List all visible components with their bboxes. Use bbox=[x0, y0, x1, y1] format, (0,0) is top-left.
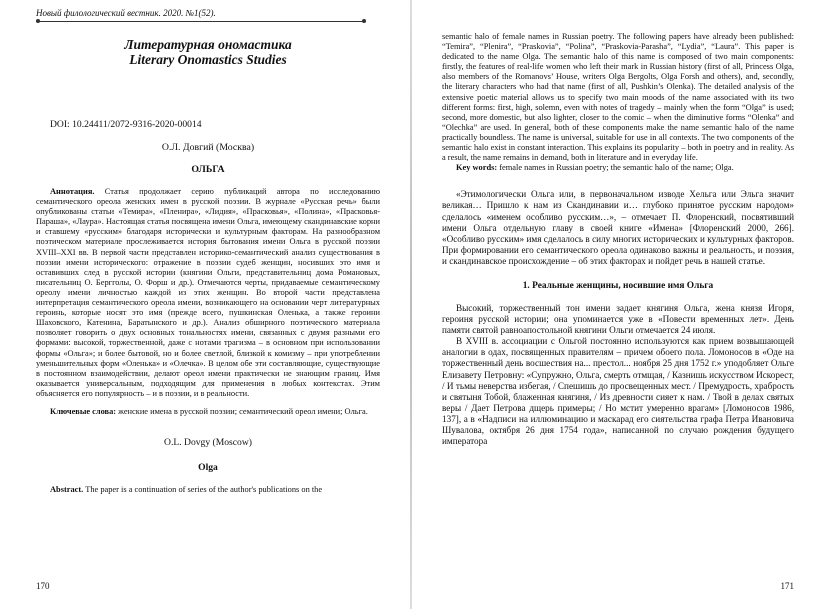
abstract-en-label: Abstract. bbox=[50, 485, 84, 495]
page-number-right: 171 bbox=[780, 581, 794, 591]
header-rule bbox=[36, 21, 366, 22]
keywords-en bbox=[442, 163, 794, 173]
abstract-en bbox=[36, 485, 380, 495]
intro-paragraph: «Этимологически Ольга или, в первоначальном изводе Хельга или Эльга значит великая… Пришло к нам из Скандинавии и… глубоко принятое русским народом» сделалось «именем особливо русским…», – отмечает П. Флоренский, посвятивший имени Ольга отдельную главу в своей книге «Имена» [Флоренский 2000, 266]. «Особливо русским» имя сделалось в силу многих исторических и культурных факторов. При формировании его семантического ореола одинаково важны и реальность, и поэзия, и скандинавское происхождение – об этих факторах и пойдет речь в нашей статье. bbox=[442, 189, 794, 266]
spacer bbox=[442, 173, 794, 189]
article-title-ru: ОЛЬГА bbox=[191, 164, 225, 175]
article-title-en: Olga bbox=[198, 462, 218, 474]
doi: DOI: 10.24411/2072-9316-2020-00014 bbox=[50, 119, 202, 130]
section-title-ru: Литературная ономастика bbox=[124, 37, 292, 52]
abstract-ru bbox=[36, 187, 380, 399]
keywords-label: Ключевые слова: bbox=[50, 407, 117, 417]
abstract-en-continued: semantic halo of female names in Russian poetry. The following papers have already been published: “Temira”, “Plenira”, “Praskovia”, “Polina”, “Praskovia-Parasha”, “Lydia”, “Laura”. This paper is dedicated to the name Olga. The semantic halo of this name is composed of two main components: firstly, the features of real-life women who left their mark in Russian history (first of all, Princess Olga, also members of the Romanovs’ House, writers Olga Bergolts, Olga Forsh and others), and, secondly, the literary characters who had that name (first of all, Pushkin’s Olenka). The detailed analysis of the extensive poetic material allows us to specify two main moods of the name associated with its two different forms: first, high, solemn, even with notes of tragedy – mainly when the form “Olga” is used; second, more domestic, but also lighter, closer to the comic – when the diminutive forms “Olenka” and “Olechka” are used. In general, both of these components make the name semantic halo of the name practically boundless. The name is universal, suitable for use in all contexts. The two components of the semantic halo exist in constant interaction. This explains its popularity – both in poetry and in reality. As a result, the name remains in demand, both in literature and in everyday life. bbox=[442, 32, 794, 163]
body-paragraph: В XVIII в. ассоциации с Ольгой постоянно используются как прием возвышающей аналогии в одах, посвященных правителям – причем обоего пола. Ломоносов в «Оде на торжественный день восшествия на... престол... ноября 25 дня 1752 г.» уподобляет Ольге Елизавету Петровну: «Супружно, Ольга, смерть отмщая, / Казнишь искусством Искорест, / И тьмы неверства избегая, / Спешишь до просвещенных мест. / Премудрость, храбрость и святыня Тобой, блаженная княгиня, / Из древности сияет к нам. / Твой в делах святых веры / Дает Петрова дщерь примеры; / Но мстит умеренно врагам» [Ломоносов 1986, 137], а в «Надписи на иллюминацию и маскарад его сиятельства графа Петра Ивановича Шувалова, октября 26 дня 1754 года», написанной по случаю рождения будущего императора bbox=[442, 336, 794, 447]
keywords-ru bbox=[36, 407, 380, 417]
author-en: O.L. Dovgy (Moscow) bbox=[164, 437, 252, 449]
abstract-label: Аннотация. bbox=[50, 187, 95, 196]
abstract-en-text: The paper is a continuation of series of the author's publications on the bbox=[83, 485, 323, 495]
running-head: Новый филологический вестник. 2020. №1(52). bbox=[36, 8, 216, 18]
author-ru: О.Л. Довгий (Москва) bbox=[161, 142, 255, 153]
keywords-en-label: Key words: bbox=[456, 163, 498, 173]
section-title bbox=[36, 37, 380, 67]
rule-dot-icon bbox=[36, 19, 40, 23]
keywords-en-text: female names in Russian poetry; the semantic halo of the name; Olga. bbox=[497, 163, 734, 173]
right-page bbox=[412, 0, 820, 609]
body-paragraph: Высокий, торжественный тон имени задает княгиня Ольга, жена князя Игоря, героиня русской истории; она упоминается уже в «Повести временных лет». День памяти святой равноапостольной княгини Ольги отмечается 24 июля. bbox=[442, 302, 794, 336]
rule-dot-icon bbox=[362, 19, 366, 23]
page-number-left: 170 bbox=[36, 581, 50, 591]
keywords-text: женские имена в русской поэзии; семантический ореол имени; Ольга. bbox=[116, 407, 368, 417]
abstract-text: Статья продолжает серию публикаций автора по исследованию семантического ореола женских имен в русской поэзии. В журнале «Русская речь» были опубликованы статьи «Темира», «Пленира», «Лидия», «Прасковья», «Полина», «Прасковья-Параша», «Лаура». Настоящая статья посвящена имени Ольга, имеющему скандинавские корни и ставшему «русским» благодаря исторически и культурным факторам. На разнообразном поэтическом материале прослеживается история бытования имени Ольга в русской поэзии XVIII–XXI вв. В первой части представлен историко-семантический анализ существования в поэзии имени исторического: отражение в поэзии судеб женщин, носивших это имя и оставивших след в русской истории (княгини Ольги, представительниц дома Романовых, писательниц О. Бергголы, О. Форш и др.). Отмечаются черты, придаваемые семантическому ореолу имени личностью каждой из этих женщин. Во второй части представлена интерпретация семантического ореола имени, возникающего на основании черт литературных героинь, которые носят это имя (прежде всего, пушкинская Оленька, а также героини Шаховского, Катенина, Баратынского и др.). Анализ обширного поэтического материала позволяет говорить о двух основных тональностях имени, связанных с двумя разными его формами: высокой, торжественной, даже с нотами трагизма – в основном при использовании формы «Ольга»; и более бытовой, но и более светлой, близкой к комизму – при употреблении уменьшительных форм «Оленька» и «Олечка». В целом обе эти составляющие, существующие в постоянном взаимодействии, делают ореол имени практически не знающим границ. Имя оказывается универсальным, подходящим для применения в любых контекстах. Этим объясняется его популярность – и в поэзии, и в реальности. bbox=[36, 187, 380, 398]
section-title-en: Literary Onomastics Studies bbox=[129, 52, 287, 67]
section-heading: 1. Реальные женщины, носившие имя Ольга bbox=[522, 280, 714, 291]
